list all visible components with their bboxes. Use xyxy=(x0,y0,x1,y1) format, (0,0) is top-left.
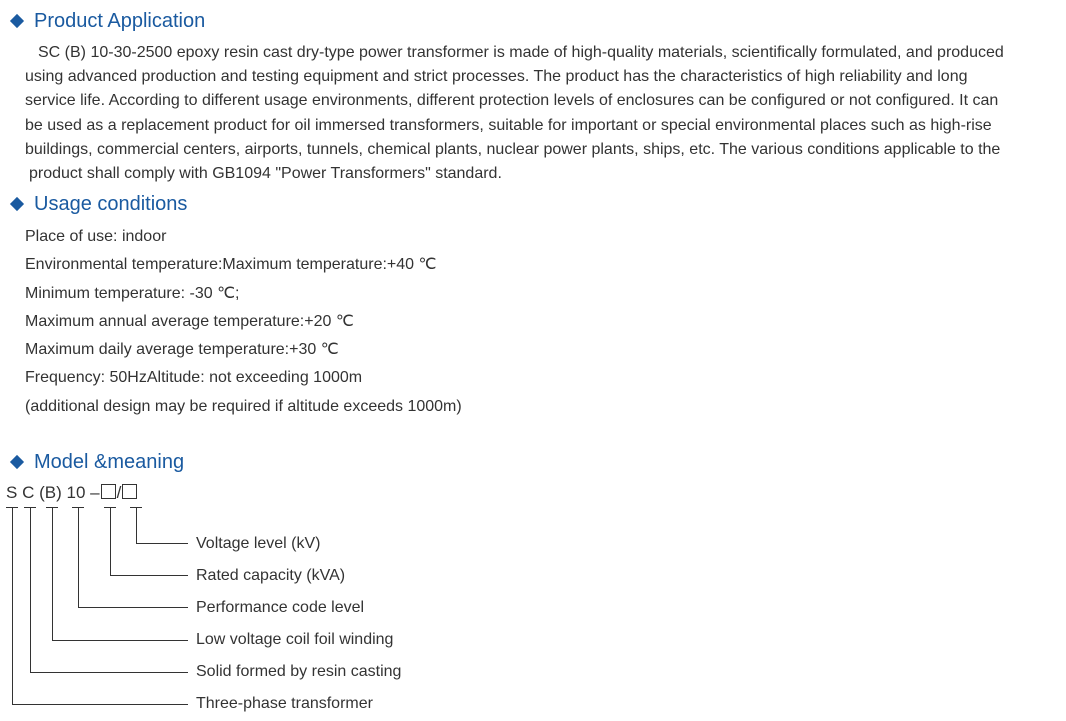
connector-performance-code xyxy=(79,508,189,608)
model-code-b: (B) xyxy=(39,483,62,502)
heading-usage-conditions-text: Usage conditions xyxy=(34,192,188,215)
connector-rated-capacity xyxy=(111,508,189,576)
paragraph-line: using advanced production and testing equipment and strict processes. The product has the characteristics of high reliability and long xyxy=(25,68,968,86)
connector-three-phase xyxy=(13,508,189,705)
condition-line: Maximum annual average temperature:+20 ℃ xyxy=(25,313,354,330)
model-code-c: C xyxy=(22,483,35,502)
legend-rated-capacity: Rated capacity (kVA) xyxy=(196,567,346,584)
model-code-slash: / xyxy=(116,483,122,502)
paragraph-line: product shall comply with GB1094 "Power Transformers" standard. xyxy=(29,164,502,182)
condition-line: Place of use: indoor xyxy=(25,228,167,245)
model-code-s: S xyxy=(6,483,18,502)
connector-foil-winding xyxy=(53,508,189,641)
heading-model-meaning-text: Model &meaning xyxy=(34,450,185,473)
model-code-dash: – xyxy=(90,483,100,502)
connector-resin-casting xyxy=(31,508,189,673)
legend-performance-code-level: Performance code level xyxy=(196,599,365,616)
condition-line: Maximum daily average temperature:+30 ℃ xyxy=(25,341,339,358)
model-code-level: 10 xyxy=(66,483,86,502)
paragraph-line: service life. According to different usage environments, different protection levels of enclosures can be configured or not configured. It can xyxy=(25,92,999,110)
paragraph-line: buildings, commercial centers, airports, tunnels, chemical plants, nuclear power plants, ships, etc. The various conditions applicable to the xyxy=(25,140,1001,158)
legend-voltage-level: Voltage level (kV) xyxy=(196,535,321,552)
legend-three-phase-transformer: Three-phase transformer xyxy=(196,695,373,712)
legend-resin-casting: Solid formed by resin casting xyxy=(196,663,402,680)
condition-line: Frequency: 50HzAltitude: not exceeding 1000m xyxy=(25,369,363,386)
condition-line: Environmental temperature:Maximum temperature:+40 ℃ xyxy=(25,256,437,273)
legend-low-voltage-foil-winding: Low voltage coil foil winding xyxy=(196,631,394,648)
paragraph-line: SC (B) 10-30-2500 epoxy resin cast dry-type power transformer is made of high-quality materials, scientifically formulated, and produced xyxy=(38,44,1004,61)
heading-product-application-text: Product Application xyxy=(34,9,206,32)
condition-line: Minimum temperature: -30 ℃; xyxy=(25,285,240,302)
connector-voltage-level xyxy=(137,508,189,544)
paragraph-line: be used as a replacement product for oil immersed transformers, suitable for important or special environmental places such as high-rise xyxy=(25,116,992,134)
condition-line: (additional design may be required if altitude exceeds 1000m) xyxy=(25,398,462,415)
